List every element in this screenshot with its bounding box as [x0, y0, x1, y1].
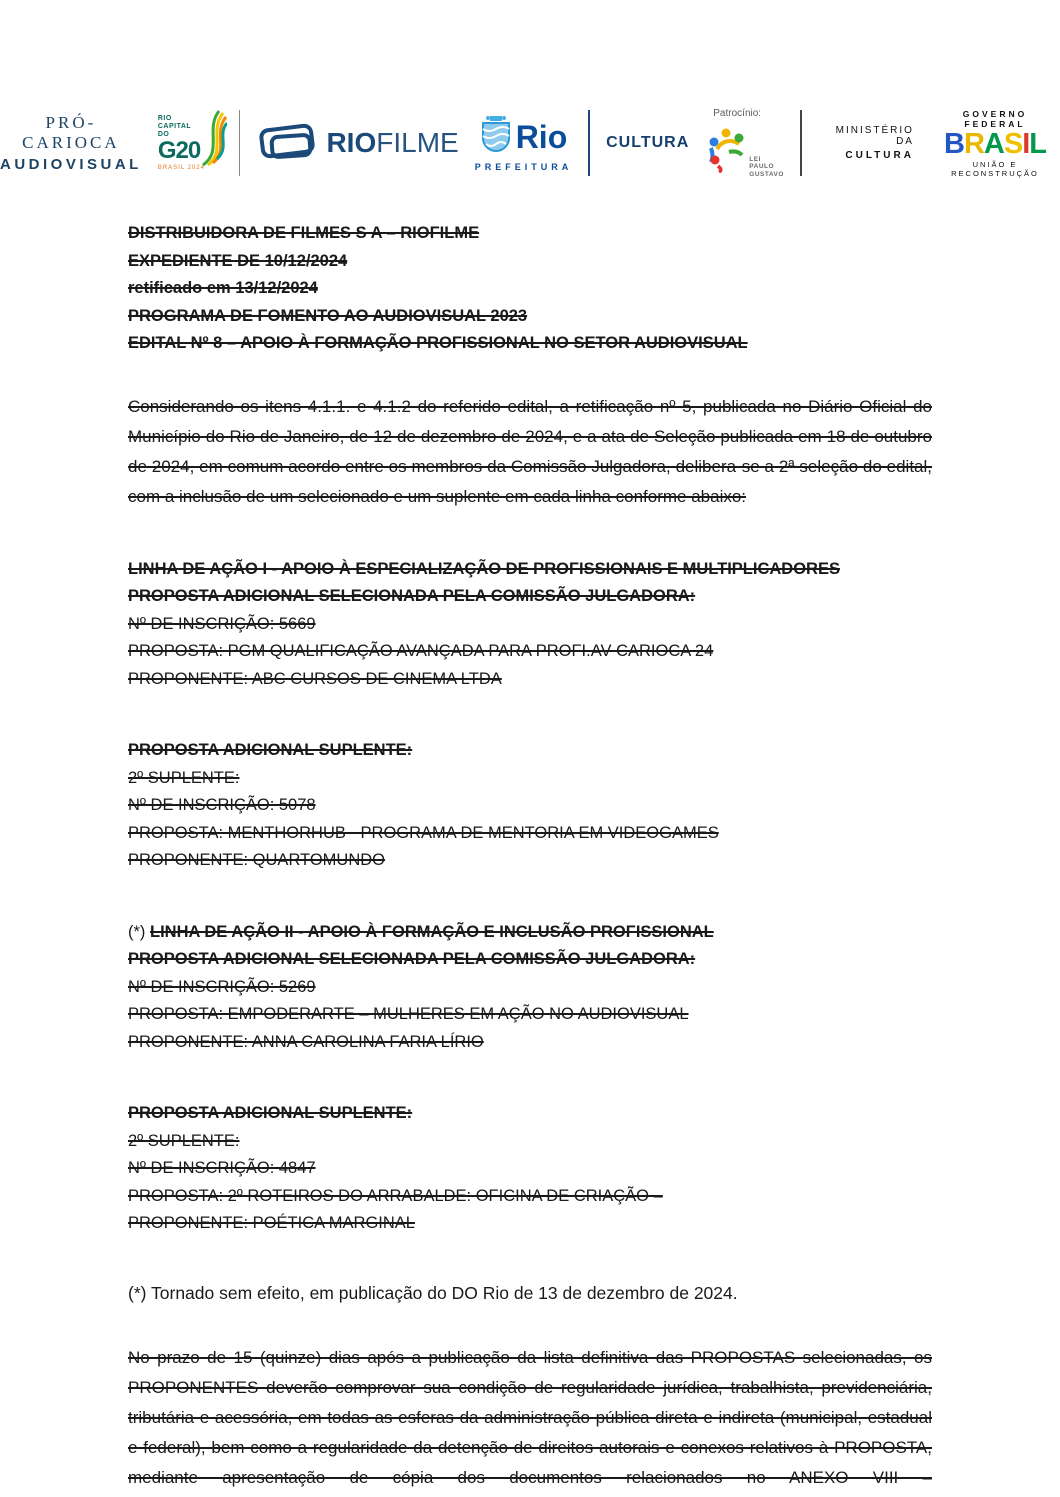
brasil-letter: R — [963, 127, 984, 160]
tornado-sem-efeito-note: (*) Tornado sem efeito, em publicação do DO Rio de 13 de dezembro de 2024. — [128, 1282, 738, 1303]
section3-inscricao: Nº DE INSCRIÇÃO: 5269 — [128, 977, 316, 996]
section1-heading1: LINHA DE AÇÃO I - APOIO À ESPECIALIZAÇÃO DE PROFISSIONAIS E MULTIPLICADORES — [128, 559, 840, 578]
section4-inscricao: Nº DE INSCRIÇÃO: 4847 — [128, 1159, 316, 1177]
g20-text-capital: CAPITAL — [157, 123, 192, 130]
section1-proponente: PROPONENTE: ABC CURSOS DE CINEMA LTDA — [128, 669, 502, 688]
section2-inscricao: Nº DE INSCRIÇÃO: 5078 — [128, 796, 316, 814]
section-linha-acao-1 — [128, 556, 932, 694]
title-line-4: PROGRAMA DE FOMENTO AO AUDIOVISUAL 2023 — [128, 306, 528, 325]
section-linha-acao-2 — [128, 919, 932, 1057]
patrocinio-block — [705, 108, 784, 178]
header-divider-3 — [800, 110, 802, 176]
ministerio-line1: MINISTÉRIO DA — [835, 125, 914, 147]
riofilme-logo — [256, 120, 458, 167]
section3-heading1-line — [128, 919, 932, 947]
lpg-line-paulo: PAULO — [749, 163, 775, 170]
section2-suplente: 2º SUPLENTE: — [128, 768, 240, 787]
pro-carioca-logo — [0, 113, 142, 173]
ministerio-cultura-logo — [818, 125, 914, 161]
asterisk-prefix: (*) — [128, 922, 150, 941]
logo-strip — [0, 0, 1060, 190]
title-line-2: EXPEDIENTE DE 10/12/2024 — [128, 251, 348, 270]
section4-proposta: PROPOSTA: 2º ROTEIROS DO ARRABALDE: OFICINA DE CRIAÇÃO – — [128, 1186, 663, 1205]
section2-proponente: PROPONENTE: QUARTOMUNDO — [128, 851, 385, 869]
lpg-line-gustavo: GUSTAVO — [749, 170, 784, 178]
riofilme-wordmark — [326, 127, 458, 159]
brasil-letter: I — [1022, 127, 1030, 160]
header-divider-2 — [588, 110, 590, 176]
closing-paragraph: No prazo de 15 (quinze) dias após a publicação da lista definitiva das PROPOSTAS selecionadas, os PROPONENTES deverão comprovar sua condição de regularidade jurídica, trabalhista, previdenciária, tributária e acessória, em todas as esferas da administração pública direta e indireta (municipal, estadual e federal), bem como a regularidade da detenção de direitos autorais e conexos relativos à PROPOSTA, mediante apresentação de cópia dos documentos relacionados no ANEXO VIII – — [128, 1348, 932, 1487]
section4-heading: PROPOSTA ADICIONAL SUPLENTE: — [128, 1104, 413, 1122]
uniao-reconstrucao-caption: UNIÃO E RECONSTRUÇÃO — [951, 159, 1039, 178]
g20-swoosh-icon — [197, 107, 227, 174]
section3-proponente: PROPONENTE: ANNA CAROLINA FARIA LÍRIO — [128, 1032, 484, 1051]
riofilme-word-rio: RIO — [326, 127, 377, 158]
pro-carioca-line2: AUDIOVISUAL — [0, 156, 142, 173]
g20-text-do: DO — [157, 131, 170, 138]
section2-proposta: PROPOSTA: MENTHORHUB - PROGRAMA DE MENTORIA EM VIDEOGAMES — [128, 823, 719, 842]
riofilme-word-filme: FILME — [376, 127, 459, 158]
section4-proponente: PROPONENTE: POÉTICA MARGINAL — [128, 1214, 415, 1232]
g20-caption: BRASIL 2024 — [157, 165, 205, 171]
title-line-3: retificado em 13/12/2024 — [128, 279, 318, 297]
g20-text-rio: RIO — [157, 115, 172, 122]
brasil-wordmark — [930, 129, 1060, 159]
rio-wordmark: Rio — [515, 119, 568, 155]
rio-prefeitura-logo — [475, 115, 573, 172]
cultura-logo: CULTURA — [606, 134, 690, 151]
section1-inscricao: Nº DE INSCRIÇÃO: 5669 — [128, 614, 316, 633]
section3-heading2: PROPOSTA ADICIONAL SELECIONADA PELA COMISSÃO JULGADORA: — [128, 950, 696, 968]
section3-heading1: LINHA DE AÇÃO II - APOIO À FORMAÇÃO E INCLUSÃO PROFISSIONAL — [150, 922, 714, 941]
patrocinio-label: Patrocínio: — [713, 108, 762, 119]
section-suplente-1 — [128, 737, 932, 875]
brasil-letter: A — [983, 127, 1004, 160]
title-line-1: DISTRIBUIDORA DE FILMES S A – RIOFILME — [128, 224, 480, 242]
intro-paragraph: Considerando os itens 4.1.1. e 4.1.2 do referido edital, a retificação nº 5, publicada no Diário Oficial do Município do Rio de Janeiro, de 12 de dezembro de 2024, e a ata de Seleção publicada em 18 de outubro de 2024, em comum acordo entre os membros da Comissão Julgadora, delibera-se a 2ª seleção do edital, com a inclusão de um selecionado e um suplente em cada linha conforme abaixo: — [128, 396, 932, 506]
rio-crest-icon — [480, 115, 512, 160]
document-body — [128, 220, 932, 1493]
governo-federal-logo — [930, 109, 1060, 178]
section1-proposta: PROPOSTA: PGM QUALIFICAÇÃO AVANÇADA PARA PROFI.AV CARIOCA 24 — [128, 642, 714, 660]
section3-proposta: PROPOSTA: EMPODERARTE – MULHERES EM AÇÃO NO AUDIOVISUAL — [128, 1005, 689, 1023]
g20-wordmark: G20 — [157, 137, 201, 164]
riofilme-screens-icon — [256, 120, 320, 167]
governo-federal-caption: GOVERNO FEDERAL — [962, 108, 1028, 129]
lei-paulo-gustavo-icon — [705, 125, 747, 178]
lpg-line-lei: LEI — [749, 155, 761, 163]
section-suplente-2 — [128, 1100, 932, 1238]
brasil-letter: L — [1029, 127, 1046, 160]
title-block — [128, 220, 932, 358]
section2-heading: PROPOSTA ADICIONAL SUPLENTE: — [128, 741, 413, 759]
brasil-letter: S — [1003, 127, 1023, 160]
pro-carioca-line1: PRÓ-CARIOCA — [22, 113, 120, 152]
brasil-letter: B — [944, 127, 964, 160]
title-line-5: EDITAL Nº 8 – APOIO À FORMAÇÃO PROFISSIONAL NO SETOR AUDIOVISUAL — [128, 334, 748, 352]
section4-suplente: 2º SUPLENTE: — [128, 1131, 240, 1150]
rio-prefeitura-caption: PREFEITURA — [474, 161, 573, 172]
section1-heading2: PROPOSTA ADICIONAL SELECIONADA PELA COMISSÃO JULGADORA: — [128, 587, 696, 605]
header-divider-1 — [239, 110, 241, 176]
lei-paulo-gustavo-text — [749, 156, 784, 179]
ministerio-line2: CULTURA — [845, 150, 914, 161]
g20-logo — [158, 115, 223, 171]
